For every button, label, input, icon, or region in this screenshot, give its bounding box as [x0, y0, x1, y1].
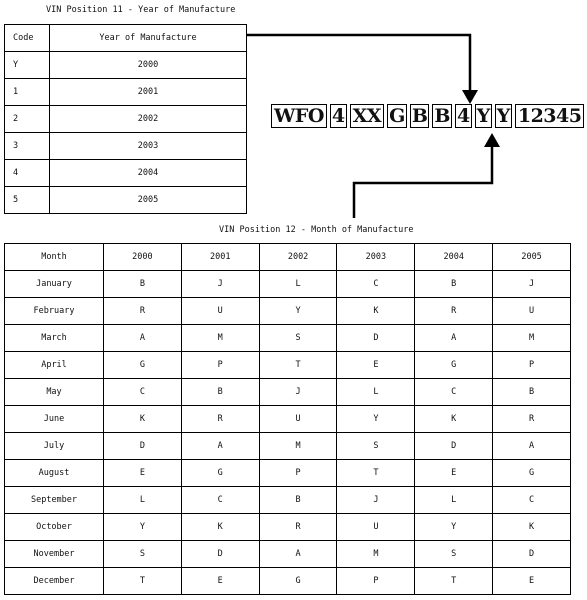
month-code-cell: M — [181, 325, 259, 352]
month-code-cell: D — [104, 433, 182, 460]
year-code-cell: 2 — [5, 106, 50, 133]
month-table-row — [5, 433, 571, 460]
month-code-cell: M — [259, 433, 337, 460]
month-table-row — [5, 460, 571, 487]
month-code-cell: E — [104, 460, 182, 487]
month-code-cell: T — [337, 460, 415, 487]
month-code-cell: Y — [104, 514, 182, 541]
month-table-row — [5, 514, 571, 541]
year-code-cell: 3 — [5, 133, 50, 160]
month-code-cell: D — [493, 541, 571, 568]
vin-segment: 12345 — [515, 104, 585, 128]
month-code-cell: L — [104, 487, 182, 514]
year-column-header: 2002 — [259, 244, 337, 271]
year-column-header: 2000 — [104, 244, 182, 271]
month-code-cell: L — [337, 379, 415, 406]
vin-segment: Y — [476, 105, 490, 127]
month-code-cell: C — [415, 379, 493, 406]
vin-segment: XX — [350, 104, 384, 128]
arrow-up-icon — [484, 133, 500, 147]
month-table-row — [5, 487, 571, 514]
month-name-cell: November — [5, 541, 104, 568]
year-code-cell: 1 — [5, 79, 50, 106]
month-code-cell: B — [104, 271, 182, 298]
month-code-cell: K — [493, 514, 571, 541]
year-connector-line — [247, 35, 470, 92]
month-code-cell: E — [493, 568, 571, 595]
month-name-cell: October — [5, 514, 104, 541]
month-name-cell: September — [5, 487, 104, 514]
month-code-cell: S — [337, 433, 415, 460]
month-table-row — [5, 325, 571, 352]
month-of-manufacture-table — [4, 243, 571, 595]
year-value-cell: 2004 — [50, 160, 247, 187]
month-code-cell: U — [181, 298, 259, 325]
month-table-row — [5, 271, 571, 298]
month-code-cell: B — [259, 487, 337, 514]
year-code-cell: 4 — [5, 160, 50, 187]
month-code-cell: L — [259, 271, 337, 298]
month-code-cell: K — [337, 298, 415, 325]
month-table-row — [5, 406, 571, 433]
month-code-cell: G — [415, 352, 493, 379]
month-code-cell: E — [181, 568, 259, 595]
year-column-header: 2004 — [415, 244, 493, 271]
month-code-cell: P — [493, 352, 571, 379]
year-value-cell: 2002 — [50, 106, 247, 133]
month-code-cell: A — [415, 325, 493, 352]
month-code-cell: D — [181, 541, 259, 568]
month-code-cell: R — [104, 298, 182, 325]
month-code-cell: T — [259, 352, 337, 379]
month-code-cell: U — [493, 298, 571, 325]
month-connector-line — [354, 146, 492, 218]
month-code-cell: P — [337, 568, 415, 595]
month-code-cell: S — [104, 541, 182, 568]
month-code-cell: Y — [259, 298, 337, 325]
month-name-cell: June — [5, 406, 104, 433]
year-column-header: 2005 — [493, 244, 571, 271]
month-code-cell: U — [259, 406, 337, 433]
month-code-cell: P — [259, 460, 337, 487]
month-name-cell: May — [5, 379, 104, 406]
month-code-cell: U — [337, 514, 415, 541]
month-code-cell: A — [181, 433, 259, 460]
month-code-cell: C — [181, 487, 259, 514]
year-column-header: 2003 — [337, 244, 415, 271]
month-table-row — [5, 379, 571, 406]
year-value-cell: 2000 — [50, 52, 247, 79]
month-code-cell: J — [337, 487, 415, 514]
month-name-cell: August — [5, 460, 104, 487]
vin-segment: B — [411, 105, 428, 127]
vin-segment: 4 — [331, 105, 345, 127]
month-code-cell: M — [337, 541, 415, 568]
month-table-caption: VIN Position 12 - Month of Manufacture — [219, 225, 414, 235]
month-table-row — [5, 298, 571, 325]
month-table-row — [5, 541, 571, 568]
month-code-cell: K — [415, 406, 493, 433]
month-code-cell: J — [493, 271, 571, 298]
month-name-cell: March — [5, 325, 104, 352]
month-code-cell: G — [104, 352, 182, 379]
year-code-cell: 5 — [5, 187, 50, 214]
month-code-cell: Y — [337, 406, 415, 433]
month-code-cell: K — [104, 406, 182, 433]
year-column-header: Year of Manufacture — [50, 25, 247, 52]
month-code-cell: E — [337, 352, 415, 379]
year-code-cell: Y — [5, 52, 50, 79]
month-code-cell: A — [493, 433, 571, 460]
year-table-caption: VIN Position 11 - Year of Manufacture — [46, 5, 236, 15]
code-column-header: Code — [5, 25, 50, 52]
month-code-cell: R — [415, 298, 493, 325]
month-code-cell: S — [415, 541, 493, 568]
month-column-header: Month — [5, 244, 104, 271]
arrow-down-icon — [462, 90, 478, 104]
month-code-cell: R — [181, 406, 259, 433]
month-code-cell: R — [259, 514, 337, 541]
month-code-cell: K — [181, 514, 259, 541]
month-code-cell: Y — [415, 514, 493, 541]
vin-segment: Y — [496, 105, 510, 127]
month-table-header-row — [5, 244, 571, 271]
vin-segment: B — [434, 105, 450, 127]
month-code-cell: C — [337, 271, 415, 298]
month-name-cell: April — [5, 352, 104, 379]
month-code-cell: A — [259, 541, 337, 568]
vin-segment: G — [389, 105, 405, 127]
month-code-cell: C — [493, 487, 571, 514]
month-code-cell: R — [493, 406, 571, 433]
month-code-cell: P — [181, 352, 259, 379]
month-name-cell: January — [5, 271, 104, 298]
month-code-cell: J — [259, 379, 337, 406]
month-code-cell: T — [415, 568, 493, 595]
month-table-row — [5, 352, 571, 379]
month-code-cell: G — [493, 460, 571, 487]
month-code-cell: S — [259, 325, 337, 352]
month-code-cell: T — [104, 568, 182, 595]
month-code-cell: L — [415, 487, 493, 514]
month-name-cell: December — [5, 568, 104, 595]
month-code-cell: B — [181, 379, 259, 406]
vin-segment: WFO — [271, 104, 327, 128]
month-code-cell: G — [181, 460, 259, 487]
month-name-cell: July — [5, 433, 104, 460]
month-name-cell: February — [5, 298, 104, 325]
month-code-cell: G — [259, 568, 337, 595]
month-code-cell: D — [415, 433, 493, 460]
year-value-cell: 2005 — [50, 187, 247, 214]
month-table-row — [5, 568, 571, 595]
month-code-cell: M — [493, 325, 571, 352]
month-code-cell: B — [493, 379, 571, 406]
year-column-header: 2001 — [181, 244, 259, 271]
month-code-cell: E — [415, 460, 493, 487]
month-code-cell: B — [415, 271, 493, 298]
month-code-cell: J — [181, 271, 259, 298]
month-code-cell: A — [104, 325, 182, 352]
year-value-cell: 2001 — [50, 79, 247, 106]
vin-segment: 4 — [456, 105, 470, 127]
month-code-cell: C — [104, 379, 182, 406]
year-value-cell: 2003 — [50, 133, 247, 160]
month-code-cell: D — [337, 325, 415, 352]
